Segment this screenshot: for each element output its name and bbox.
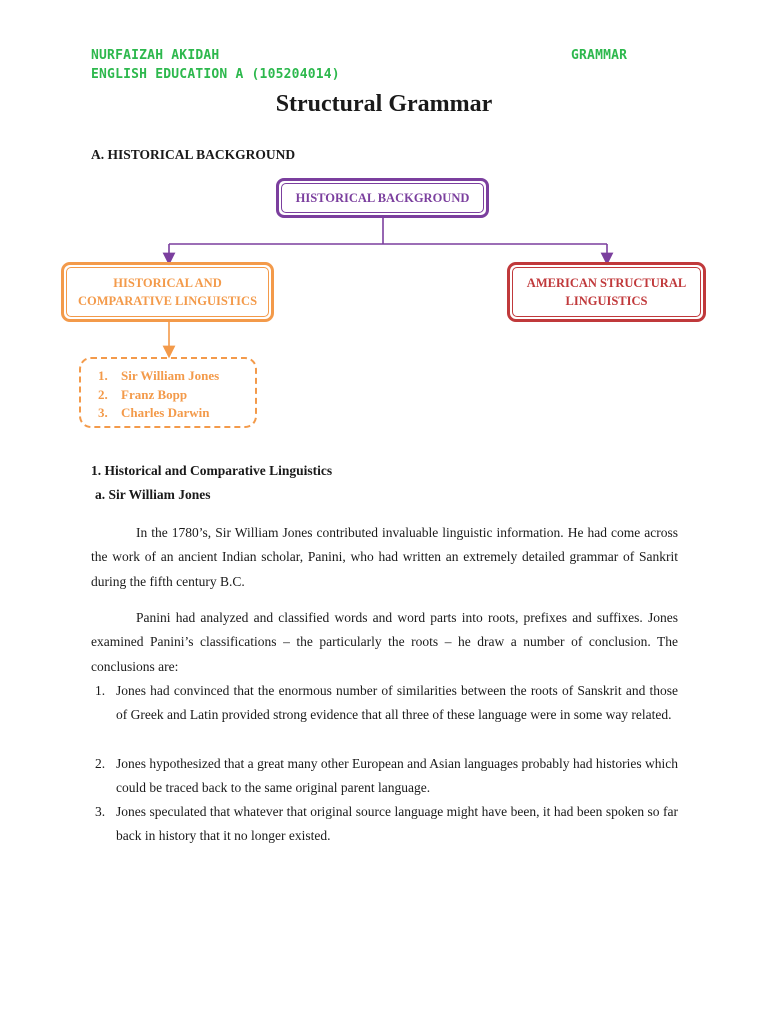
subject-label: GRAMMAR — [571, 48, 628, 63]
list-text: Jones had convinced that the enormous number of similarities between the roots of Sanskrit and those of Greek and Latin provided strong evidence that all three of these language were in some way related. — [116, 683, 678, 723]
list-item — [95, 800, 678, 849]
diagram-right-box — [507, 262, 706, 322]
list-number: 1. — [95, 683, 106, 698]
diagram-left-label-line1: HISTORICAL AND — [113, 276, 222, 290]
list-item — [95, 679, 678, 728]
list-text: Jones hypothesized that a great many other European and Asian languages probably had histories which could be traced back to the same original parent language. — [116, 756, 678, 796]
section-heading-a: A. HISTORICAL BACKGROUND — [91, 147, 296, 162]
diagram-root-box — [276, 178, 489, 218]
subsection-heading-1: 1. Historical and Comparative Linguistics — [91, 463, 333, 478]
box-inner-border — [66, 267, 269, 317]
paragraph-1: In the 1780’s, Sir William Jones contributed invaluable linguistic information. He had come across the work of an ancient Indian scholar, Panini, who had written an extremely detailed grammar of Sankrit during the fifth century B.C. — [91, 525, 678, 589]
list-text: Jones speculated that whatever that original source language might have been, it had been spoken so far back in history that it no longer existed. — [116, 804, 678, 844]
page-title: Structural Grammar — [275, 91, 493, 117]
list-number: 3. — [95, 804, 106, 819]
list-item: 2. Franz Bopp — [98, 386, 188, 402]
diagram-people-box — [79, 357, 257, 428]
box-inner-border — [281, 183, 484, 213]
diagram-left-box — [61, 262, 274, 322]
diagram-root-label: HISTORICAL BACKGROUND — [295, 191, 470, 205]
box-inner-border — [512, 267, 701, 317]
diagram-left-label-line2: COMPARATIVE LINGUISTICS — [77, 294, 258, 308]
paragraph-2: Panini had analyzed and classified words and word parts into roots, prefixes and suffixes. Jones examined Panini’s classifications – the particularly the roots – he draw a number of conclusion. The conclusions are: — [91, 610, 678, 674]
list-item — [95, 752, 678, 801]
people-list — [98, 367, 219, 423]
subsection-heading-a: a. Sir William Jones — [95, 487, 211, 502]
diagram-right-label-line2: LINGUISTICS — [565, 294, 648, 308]
list-item: 1. Sir William Jones — [98, 368, 220, 383]
author-name: NURFAIZAH AKIDAH — [91, 48, 220, 63]
diagram-right-label-line1: AMERICAN STRUCTURAL — [526, 276, 687, 290]
class-info: ENGLISH EDUCATION A (105204014) — [91, 67, 340, 82]
list-number: 2. — [95, 756, 106, 771]
list-item: 3. Charles Darwin — [98, 405, 210, 420]
